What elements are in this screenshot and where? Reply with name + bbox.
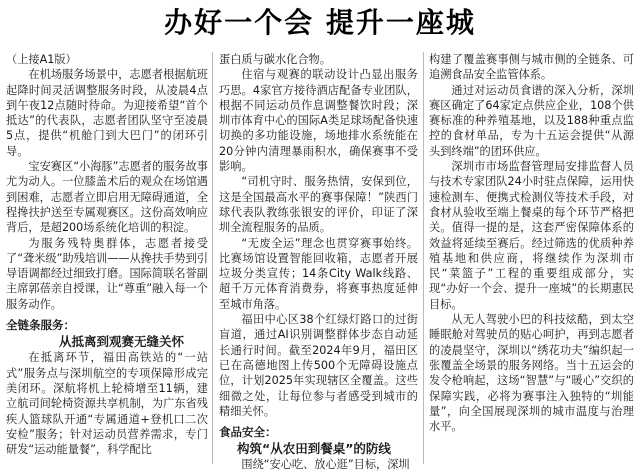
article-paragraph: 构建了覆盖赛事侧与城市侧的全链条、可追溯食品安全监管体系。 [429, 53, 634, 82]
article-paragraph: 围绕“安心吃、放心逛”目标，深圳 [241, 458, 410, 472]
section-label: 全链条服务： [6, 318, 75, 333]
article-paragraph: “司机守时、服务热情，安保到位，这是全国最高水平的赛事保障！”陕西门球代表队教练张银安的评价，印证了深圳全流程服务的品质。 [219, 175, 418, 235]
column-divider [212, 52, 213, 464]
continued-from-label: （上接A1版） [6, 53, 77, 66]
article-paragraph: 在抵离环节，福田高铁站的“一站式”服务点与深圳航空的专项保障形成完美闭环。深航将机上轮椅增至11辆，建立航司间轮椅资源共享机制，为广东省残疾人篮球队开通“专属通道+登机口二次安检”服务；针对运动员营养需求，专门研发“运动能量餐”，科学配比 [6, 351, 208, 457]
article-paragraph: 从无人驾驶小巴的科技炫酷，到太空睡眠舱对驾驶员的贴心呵护，再到志愿者的凌晨坚守，深圳以“绣花功夫”编织起一张覆盖全场景的服务网络。当十五运会的发令枪响起，这场“智慧”与“暖心”交织的保障实践，必将为赛事注入独特的“圳能量”，向全国展现深圳的城市温度与治理水平。 [429, 313, 634, 434]
article-column-1 [6, 52, 208, 457]
article-column-2 [219, 52, 418, 473]
article-paragraph: 在机场服务场景中，志愿者根据航班起降时间灵活调整服务时段，从凌晨4点到午夜12点随时待命。为迎接希望“首个抵达”的代表队，志愿者团队坚守至凌晨5点，提供“机舱门到大巴门”的闭环引导。 [6, 68, 208, 158]
column-divider [423, 52, 424, 464]
article-paragraph: 通过对运动员食谱的深入分析，深圳赛区确定了64家定点供应企业，108个供赛标准的种养殖基地，以及188种重点监控的食材单品，专为十五运会提供“从源头到终端”的团环供应。 [429, 83, 634, 158]
article-paragraph: “无废全运”理念也贯穿赛事始终。比赛场馆设置智能回收箱，志愿者开展垃圾分类宣传；14条City Walk线路、超千万元体育消费券，将赛事热度延伸至城市角落。 [219, 236, 418, 311]
article-paragraph: 蛋白质与碳水化合物。 [219, 53, 331, 66]
article-column-3 [429, 52, 634, 434]
section-subheading: 从抵离到观赛无缝关怀 [58, 334, 184, 350]
article-paragraph: 福田中心区38个红绿灯路口的过街盲道，通过AI识别调整群体步态自动延长通行时间。截至2024年9月，福田区已在高德地图上传500个无障碍设施点位，计划2025年实现辖区全覆盖。这些细微之处，让每位参与者感受到城市的精细关怀。 [219, 313, 418, 418]
article-paragraph: 住宿与观赛的联动设计凸显出服务巧思。4家官方接待酒店配备专业团队，根据不同运动员作息调整餐饮时段；深圳市体育中心的国际A类足球场配备快速切换的多功能设施，场地排水系统能在20分钟内清理暴雨积水，确保赛事不受影响。 [219, 68, 418, 174]
section-label: 食品安全： [219, 425, 277, 440]
article-paragraph: 为服务残特奥群体，志愿者接受了“聋米级”助残培训——从搀扶手势到引导语调都经过细致打磨。国际简联名誉副主席郭蓓亲自授课，让“尊重”融入每一个服务动作。 [6, 236, 208, 311]
page-headline: 办好一个会 提升一座城 [164, 6, 476, 39]
section-subheading: 构筑“从农田到餐桌”的防线 [237, 441, 391, 457]
article-paragraph: 宝安赛区“小海豚”志愿者的服务故事尤为动人。一位膝盖术后的观众在场馆遇到困难，志愿者立即启用无障碍通道，全程搀扶护送至专属观赛区。这份高效响应背后，是超200场系统化培训的积淀。 [6, 160, 208, 235]
article-paragraph: 深圳市市场监督管理局安排监督人员与技术专家团队24小时驻点保障，运用快速检测车、便携式检测仪等技术手段，对食材从验收至端上餐桌的每个环节严格把关。值得一提的是，这套严密保障体系的效益将延续至赛后。经过筛选的优质种养殖基地和供应商，将继续作为深圳市民“菜篮子”工程的重要组成部分，实现“办好一个会、提升一座城”的长期惠民目标。 [429, 160, 634, 311]
